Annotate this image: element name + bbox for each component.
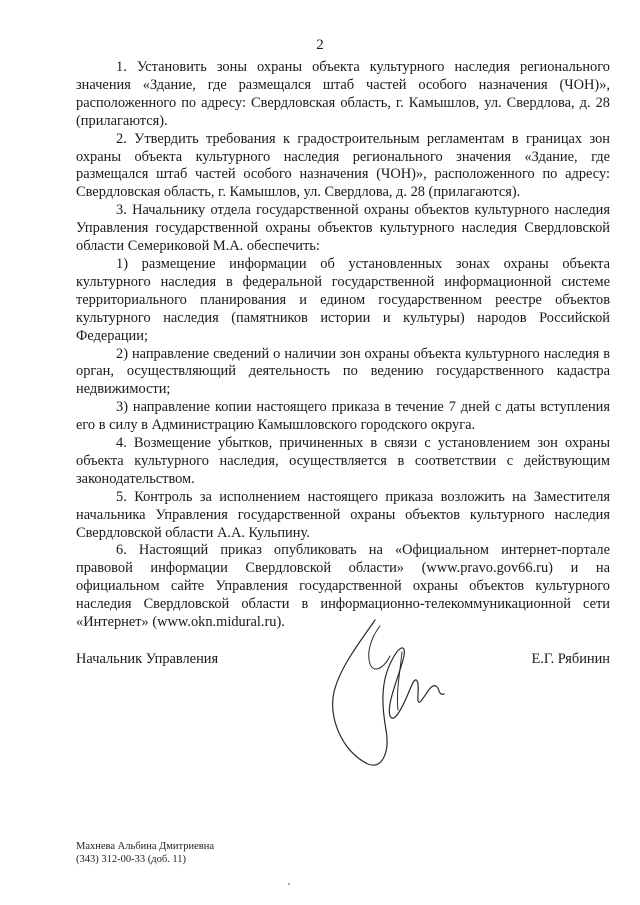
signatory-title: Начальник Управления	[76, 651, 219, 667]
executor-contact	[76, 840, 214, 866]
paragraph-1: 1. Установить зоны охраны объекта культурного наследия регионального значения «Здание, где размещался штаб частей особого назначения (ЧОН)», расположенного по адресу: Свердловская область, г. Камышлов, ул. Свердлова, д. 28 (прилагаются).	[76, 59, 610, 129]
document-body	[76, 59, 610, 632]
paragraph-6: 6. Настоящий приказ опубликовать на «Официальном интернет-портале правовой информации Свердловской области» (www.pravo.gov66.ru) и на официальном сайте Управления государственной охраны объектов культурного наследия Свердловской области в информационно-телекоммуникационной сети «Интернет» (www.okn.midural.ru).	[76, 542, 610, 631]
paragraph-3: 3. Начальнику отдела государственной охраны объектов культурного наследия Управления государственной охраны объектов культурного наследия Свердловской области Семериковой М.А. обеспечить:	[76, 202, 610, 255]
executor-name: Махнева Альбина Дмитриевна	[76, 841, 215, 852]
paragraph-3-item-1: 1) размещение информации об установленных зонах охраны объекта культурного наследия в федеральной государственной информационной системе территориального планирования и едином государственном реестре объектов культурного наследия (памятников истории и культуры) народов Российской Федерации;	[76, 255, 610, 344]
paragraph-5: 5. Контроль за исполнением настоящего приказа возложить на Заместителя начальника Управления государственной охраны объектов культурного наследия Свердловской области А.А. Кульпину.	[76, 488, 610, 541]
handwritten-signature	[320, 612, 450, 772]
paragraph-3-item-3: 3) направление копии настоящего приказа в течение 7 дней с даты вступления его в силу в Администрацию Камышловского городского округа.	[76, 399, 610, 434]
paragraph-4: 4. Возмещение убытков, причиненных в связи с установлением зон охраны объекта культурного наследия, осуществляется в соответствии с действующим законодательством.	[76, 435, 610, 487]
paragraph-2: 2. Утвердить требования к градостроительным регламентам в границах зон охраны объекта культурного наследия регионального значения «Здание, где размещался штаб частей особого назначения (ЧОН)», расположенного по адресу: Свердловская область, г. Камышлов, ул. Свердлова, д. 28 (прилагаются).	[76, 130, 610, 201]
paragraph-3-item-2: 2) направление сведений о наличии зон охраны объекта культурного наследия в орган, осуществляющий деятельность по ведению государственного кадастра недвижимости;	[76, 345, 610, 398]
executor-phone: (343) 312-00-33 (доб. 11)	[76, 854, 187, 865]
page-number: 2	[316, 37, 324, 53]
scan-artifact	[288, 883, 290, 885]
signatory-name: Е.Г. Рябинин	[531, 651, 610, 667]
